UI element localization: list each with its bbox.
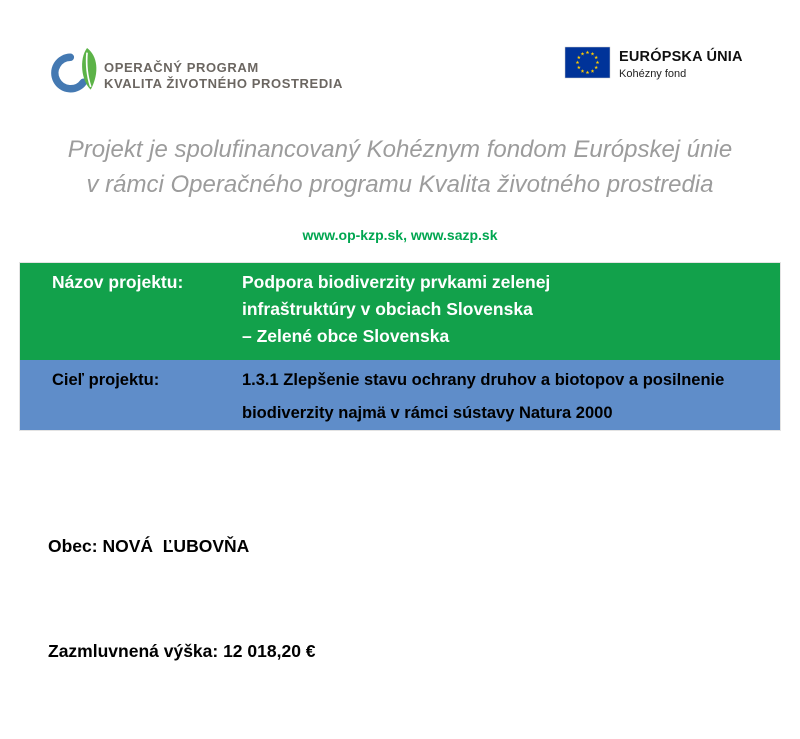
cofinancing-statement — [0, 132, 800, 202]
project-name-row — [20, 263, 780, 360]
eu-fund-label: Kohézny fond — [619, 68, 687, 80]
op-logo-line-1: OPERAČNÝ PROGRAM — [104, 60, 259, 75]
eu-flag-icon — [565, 47, 610, 78]
website-links[interactable]: www.op-kzp.sk, www.sazp.sk — [302, 227, 498, 243]
project-details — [48, 459, 316, 739]
municipality-line: Obec: NOVÁ ĽUBOVŇA — [48, 536, 250, 556]
project-goal-line-2: biodiverzity najmä v rámci sústavy Natura 2000 — [242, 404, 613, 422]
project-goal-value — [242, 364, 780, 430]
project-name-line-1: Podpora biodiverzity prvkami zelenej — [242, 272, 551, 292]
op-kzp-logo-text — [104, 60, 343, 92]
statement-line-1: Projekt je spolufinancovaný Kohéznym fondom Európskej únie — [67, 136, 733, 163]
project-name-line-3: – Zelené obce Slovenska — [242, 326, 450, 346]
eu-name-label: EURÓPSKA ÚNIA — [619, 49, 743, 65]
statement-line-2: v rámci Operačného programu Kvalita životného prostredia — [86, 171, 714, 198]
project-table — [20, 263, 780, 430]
project-goal-line-1: 1.3.1 Zlepšenie stavu ochrany druhov a biotopov a posilnenie — [242, 371, 725, 389]
op-logo-line-2: KVALITA ŽIVOTNÉHO PROSTREDIA — [104, 76, 344, 91]
eu-logo-text — [619, 49, 743, 80]
op-kzp-logo-icon — [50, 46, 100, 100]
project-goal-row — [20, 360, 780, 430]
project-name-label: Názov projektu: — [52, 272, 184, 292]
amount-line: Zazmluvnená výška: 12 018,20 € — [48, 641, 316, 661]
project-name-line-2: infraštruktúry v obciach Slovenska — [242, 299, 533, 319]
project-name-value — [242, 269, 780, 360]
project-goal-label: Cieľ projektu: — [52, 371, 160, 389]
